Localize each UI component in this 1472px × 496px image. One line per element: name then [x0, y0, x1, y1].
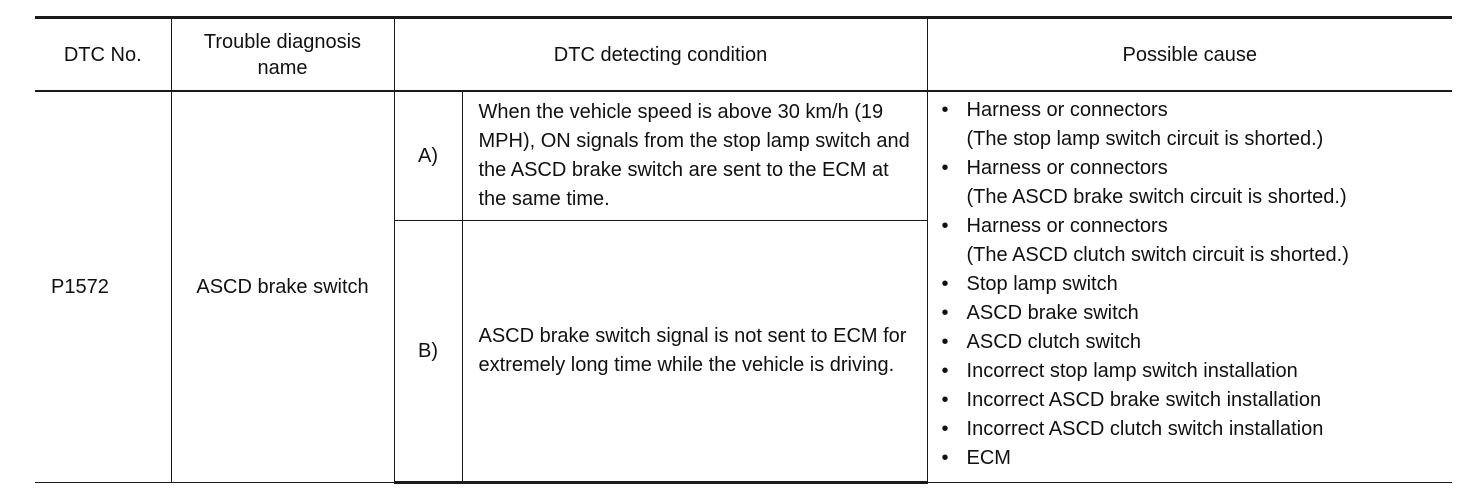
bullet-icon: •: [941, 157, 949, 179]
cause-item: [940, 212, 1447, 270]
cause-item: [940, 154, 1447, 212]
condition-letter: B): [394, 221, 462, 483]
bullet-icon: •: [941, 215, 949, 237]
condition-text: ASCD brake switch signal is not sent to ECM for extremely long time while the vehicle is driving.: [462, 221, 927, 483]
cause-item: [940, 444, 1447, 473]
bullet-icon: •: [941, 331, 949, 353]
cause-detail: (The stop lamp switch circuit is shorted.): [966, 128, 1324, 150]
cause-item: [940, 328, 1447, 357]
cause-label: Harness or connectors: [966, 157, 1168, 179]
cause-label: Incorrect ASCD clutch switch installation: [966, 418, 1324, 440]
cause-item: [940, 299, 1447, 328]
possible-cause-list: [940, 96, 1447, 473]
bullet-icon: •: [941, 389, 949, 411]
condition-text: When the vehicle speed is above 30 km/h (19 MPH), ON signals from the stop lamp switch and the ASCD brake switch are sent to the ECM at the same time.: [462, 91, 927, 221]
header-detecting-condition: DTC detecting condition: [394, 18, 927, 92]
header-possible-cause: Possible cause: [927, 18, 1452, 92]
cause-detail: (The ASCD brake switch circuit is shorted.): [966, 186, 1347, 208]
cause-detail: (The ASCD clutch switch circuit is shorted.): [966, 244, 1349, 266]
bullet-icon: •: [941, 302, 949, 324]
cause-item: [940, 415, 1447, 444]
dtc-code: P1572: [35, 91, 171, 483]
possible-cause-cell: [927, 91, 1452, 483]
diagnosis-name: ASCD brake switch: [171, 91, 394, 483]
bullet-icon: •: [941, 99, 949, 121]
bullet-icon: •: [941, 418, 949, 440]
bullet-icon: •: [941, 447, 949, 469]
bullet-icon: •: [941, 360, 949, 382]
dtc-table: [35, 16, 1452, 484]
cause-label: Stop lamp switch: [966, 273, 1118, 295]
cause-item: [940, 386, 1447, 415]
cause-label: ECM: [966, 447, 1011, 469]
table-row: [35, 91, 1452, 221]
cause-label: ASCD brake switch: [966, 302, 1139, 324]
cause-item: [940, 96, 1447, 154]
cause-label: Incorrect ASCD brake switch installation: [966, 389, 1322, 411]
bullet-icon: •: [941, 273, 949, 295]
cause-label: Incorrect stop lamp switch installation: [966, 360, 1298, 382]
cause-item: [940, 357, 1447, 386]
condition-letter: A): [394, 91, 462, 221]
header-row: [35, 18, 1452, 92]
header-trouble-diagnosis-name: Trouble diagnosis name: [171, 18, 394, 92]
header-dtc-no: DTC No.: [35, 18, 171, 92]
cause-label: ASCD clutch switch: [966, 331, 1142, 353]
cause-label: Harness or connectors: [966, 99, 1168, 121]
cause-label: Harness or connectors: [966, 215, 1168, 237]
cause-item: [940, 270, 1447, 299]
